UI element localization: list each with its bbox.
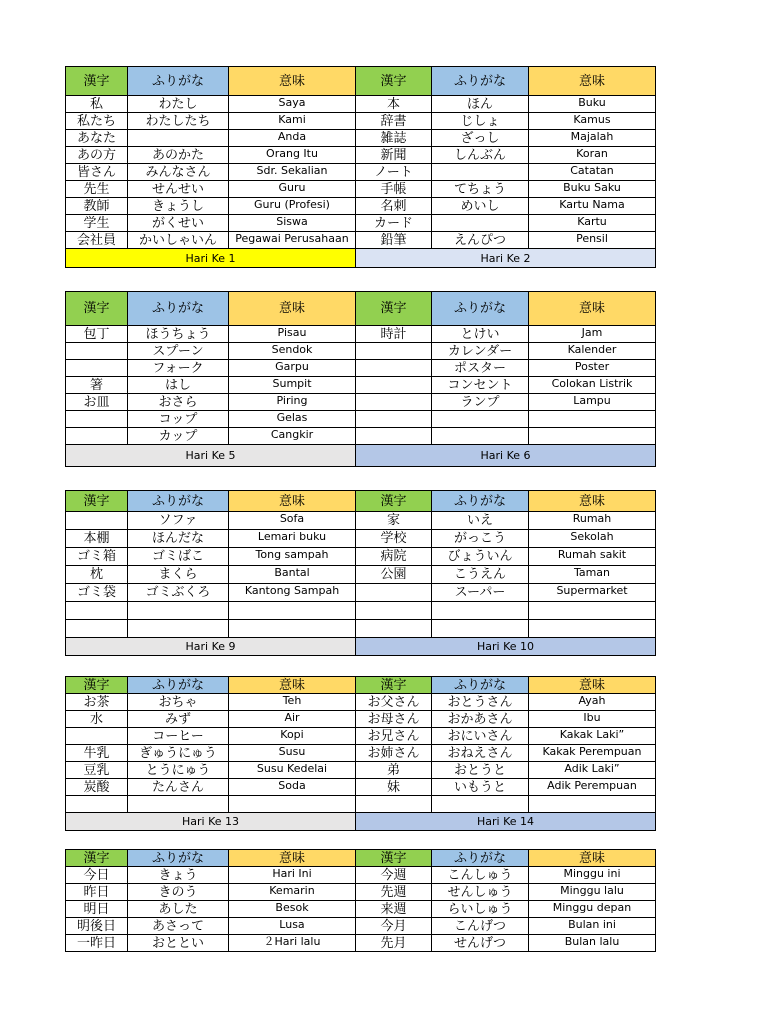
day-footer-row — [66, 249, 656, 268]
cell-furigana: コンセント — [432, 377, 529, 394]
cell-kanji — [356, 360, 432, 377]
cell-kanji: 雑誌 — [356, 130, 432, 147]
day-footer-row — [66, 445, 656, 467]
cell-meaning: Piring — [229, 394, 356, 411]
cell-furigana — [128, 602, 229, 620]
table-header-row — [66, 67, 656, 96]
cell-meaning: Jam — [529, 326, 656, 343]
cell-meaning: Kopi — [229, 728, 356, 745]
table-row — [66, 745, 656, 762]
table-row — [66, 198, 656, 215]
cell-kanji: 明後日 — [66, 918, 128, 935]
cell-kanji — [66, 343, 128, 360]
cell-kanji — [356, 394, 432, 411]
cell-meaning: Adik Perempuan — [529, 779, 656, 796]
cell-furigana: せんせい — [128, 181, 229, 198]
cell-furigana: しんぶん — [432, 147, 529, 164]
cell-furigana: こうえん — [432, 566, 529, 584]
table-row — [66, 512, 656, 530]
cell-furigana — [128, 796, 229, 813]
cell-meaning — [229, 796, 356, 813]
table-row — [66, 428, 656, 445]
cell-meaning: Orang Itu — [229, 147, 356, 164]
table-header-row — [66, 677, 656, 694]
cell-furigana: おととい — [128, 935, 229, 952]
cell-meaning: Guru (Profesi) — [229, 198, 356, 215]
cell-kanji: 弟 — [356, 762, 432, 779]
cell-meaning: Buku Saku — [529, 181, 656, 198]
cell-meaning: Lampu — [529, 394, 656, 411]
vocab-table-1 — [65, 66, 656, 268]
vocab-table-5 — [65, 849, 656, 952]
cell-meaning: Minggu lalu — [529, 884, 656, 901]
cell-furigana — [432, 428, 529, 445]
header-furigana: ふりがな — [128, 491, 229, 512]
cell-furigana: こんしゅう — [432, 867, 529, 884]
cell-meaning: Pensil — [529, 232, 656, 249]
header-furigana: ふりがな — [432, 850, 529, 867]
cell-meaning: Bantal — [229, 566, 356, 584]
header-meaning: 意味 — [529, 491, 656, 512]
cell-kanji: 名刺 — [356, 198, 432, 215]
cell-kanji: 私たち — [66, 113, 128, 130]
cell-kanji — [356, 343, 432, 360]
cell-kanji: 包丁 — [66, 326, 128, 343]
cell-kanji: カード — [356, 215, 432, 232]
cell-meaning: Pisau — [229, 326, 356, 343]
table-row — [66, 181, 656, 198]
cell-kanji: 箸 — [66, 377, 128, 394]
cell-meaning — [529, 411, 656, 428]
table-row — [66, 711, 656, 728]
day-label: Hari Ke 6 — [356, 445, 656, 467]
cell-meaning: Teh — [229, 694, 356, 711]
table-row — [66, 326, 656, 343]
header-meaning: 意味 — [529, 850, 656, 867]
header-kanji: 漢字 — [66, 677, 128, 694]
cell-kanji: 昨日 — [66, 884, 128, 901]
cell-meaning: Air — [229, 711, 356, 728]
cell-kanji — [356, 584, 432, 602]
cell-furigana: じしょ — [432, 113, 529, 130]
cell-furigana: カレンダー — [432, 343, 529, 360]
cell-meaning: Koran — [529, 147, 656, 164]
cell-furigana: がっこう — [432, 530, 529, 548]
cell-furigana — [432, 215, 529, 232]
cell-kanji: 今週 — [356, 867, 432, 884]
table-header-row — [66, 292, 656, 326]
cell-furigana: ゴミぶくろ — [128, 584, 229, 602]
table-row — [66, 620, 656, 638]
cell-furigana — [432, 164, 529, 181]
cell-furigana: スプーン — [128, 343, 229, 360]
cell-kanji — [356, 796, 432, 813]
cell-kanji: ノート — [356, 164, 432, 181]
header-furigana: ふりがな — [128, 850, 229, 867]
header-furigana: ふりがな — [432, 677, 529, 694]
cell-meaning: Kalender — [529, 343, 656, 360]
cell-kanji: お姉さん — [356, 745, 432, 762]
cell-meaning: Poster — [529, 360, 656, 377]
cell-kanji: 教師 — [66, 198, 128, 215]
cell-furigana: はし — [128, 377, 229, 394]
cell-meaning — [529, 620, 656, 638]
header-kanji: 漢字 — [356, 67, 432, 96]
cell-meaning: Minggu depan — [529, 901, 656, 918]
table-row — [66, 728, 656, 745]
cell-furigana: わたし — [128, 96, 229, 113]
cell-kanji — [356, 602, 432, 620]
cell-meaning: Cangkir — [229, 428, 356, 445]
table-row — [66, 360, 656, 377]
cell-furigana: コップ — [128, 411, 229, 428]
cell-furigana: ほうちょう — [128, 326, 229, 343]
cell-furigana: スーパー — [432, 584, 529, 602]
vocab-table-3 — [65, 490, 656, 656]
day-label: Hari Ke 14 — [356, 813, 656, 831]
day-label: Hari Ke 1 — [66, 249, 356, 268]
cell-furigana: あした — [128, 901, 229, 918]
cell-kanji: お父さん — [356, 694, 432, 711]
cell-meaning: Susu Kedelai — [229, 762, 356, 779]
table-row — [66, 779, 656, 796]
cell-furigana — [432, 620, 529, 638]
cell-meaning: Lusa — [229, 918, 356, 935]
header-kanji: 漢字 — [356, 850, 432, 867]
cell-furigana: ほんだな — [128, 530, 229, 548]
cell-furigana: フォーク — [128, 360, 229, 377]
cell-kanji: ゴミ袋 — [66, 584, 128, 602]
cell-kanji — [356, 411, 432, 428]
cell-meaning: Buku — [529, 96, 656, 113]
table-row — [66, 867, 656, 884]
cell-kanji — [66, 728, 128, 745]
day-label: Hari Ke 10 — [356, 638, 656, 656]
cell-meaning — [529, 796, 656, 813]
cell-meaning: Lemari buku — [229, 530, 356, 548]
header-kanji: 漢字 — [66, 850, 128, 867]
header-furigana: ふりがな — [128, 292, 229, 326]
table-row — [66, 96, 656, 113]
table-row — [66, 548, 656, 566]
header-meaning: 意味 — [229, 850, 356, 867]
table-row — [66, 884, 656, 901]
cell-meaning: Supermarket — [529, 584, 656, 602]
table-row — [66, 901, 656, 918]
cell-furigana: おにいさん — [432, 728, 529, 745]
cell-furigana: たんさん — [128, 779, 229, 796]
cell-kanji: あなた — [66, 130, 128, 147]
cell-furigana: おかあさん — [432, 711, 529, 728]
cell-kanji: 本棚 — [66, 530, 128, 548]
cell-furigana: きのう — [128, 884, 229, 901]
cell-kanji — [66, 360, 128, 377]
cell-meaning: Kakak Perempuan — [529, 745, 656, 762]
cell-kanji: 会社員 — [66, 232, 128, 249]
cell-meaning: Kamus — [529, 113, 656, 130]
cell-furigana: おねえさん — [432, 745, 529, 762]
cell-kanji: お兄さん — [356, 728, 432, 745]
cell-meaning: Sekolah — [529, 530, 656, 548]
cell-furigana: せんしゅう — [432, 884, 529, 901]
cell-furigana: あのかた — [128, 147, 229, 164]
table-row — [66, 377, 656, 394]
table-row — [66, 918, 656, 935]
table-row — [66, 232, 656, 249]
table-row — [66, 796, 656, 813]
cell-meaning: Bulan ini — [529, 918, 656, 935]
cell-meaning: Pegawai Perusahaan — [229, 232, 356, 249]
cell-furigana: らいしゅう — [432, 901, 529, 918]
table-row — [66, 602, 656, 620]
table-row — [66, 164, 656, 181]
cell-kanji: お皿 — [66, 394, 128, 411]
table-header-row — [66, 491, 656, 512]
cell-furigana: ぎゅうにゅう — [128, 745, 229, 762]
cell-furigana: おとうさん — [432, 694, 529, 711]
cell-kanji: 時計 — [356, 326, 432, 343]
cell-kanji: 一昨日 — [66, 935, 128, 952]
cell-kanji — [356, 620, 432, 638]
cell-meaning: Bulan lalu — [529, 935, 656, 952]
cell-meaning: Kami — [229, 113, 356, 130]
cell-furigana: みんなさん — [128, 164, 229, 181]
vocab-table-4 — [65, 676, 656, 831]
cell-meaning: Ayah — [529, 694, 656, 711]
cell-meaning: Anda — [229, 130, 356, 147]
cell-furigana: おとうと — [432, 762, 529, 779]
table-row — [66, 215, 656, 232]
header-furigana: ふりがな — [128, 67, 229, 96]
cell-kanji: 新聞 — [356, 147, 432, 164]
day-footer-row — [66, 638, 656, 656]
header-kanji: 漢字 — [356, 677, 432, 694]
cell-furigana: こんげつ — [432, 918, 529, 935]
table-row — [66, 411, 656, 428]
cell-kanji: 学校 — [356, 530, 432, 548]
cell-meaning: Adik Laki” — [529, 762, 656, 779]
cell-meaning: Kartu Nama — [529, 198, 656, 215]
cell-kanji — [66, 602, 128, 620]
cell-kanji: 鉛筆 — [356, 232, 432, 249]
cell-kanji: 炭酸 — [66, 779, 128, 796]
cell-furigana: ほん — [432, 96, 529, 113]
cell-kanji — [356, 428, 432, 445]
table-row — [66, 394, 656, 411]
cell-meaning: Kantong Sampah — [229, 584, 356, 602]
cell-kanji: あの方 — [66, 147, 128, 164]
cell-meaning: Colokan Listrik — [529, 377, 656, 394]
vocab-table-2 — [65, 291, 656, 467]
cell-kanji — [66, 796, 128, 813]
table-header-row — [66, 850, 656, 867]
cell-furigana: わたしたち — [128, 113, 229, 130]
cell-furigana: カップ — [128, 428, 229, 445]
table-row — [66, 935, 656, 952]
cell-kanji: 水 — [66, 711, 128, 728]
day-label: Hari Ke 9 — [66, 638, 356, 656]
cell-furigana — [432, 411, 529, 428]
cell-meaning: Rumah — [529, 512, 656, 530]
cell-kanji: 先月 — [356, 935, 432, 952]
cell-furigana: てちょう — [432, 181, 529, 198]
cell-kanji: 豆乳 — [66, 762, 128, 779]
cell-furigana: せんげつ — [432, 935, 529, 952]
cell-furigana — [128, 130, 229, 147]
cell-furigana — [432, 796, 529, 813]
cell-meaning: Majalah — [529, 130, 656, 147]
cell-meaning: Sumpit — [229, 377, 356, 394]
header-meaning: 意味 — [229, 677, 356, 694]
table-row — [66, 147, 656, 164]
header-meaning: 意味 — [529, 677, 656, 694]
cell-meaning: Kemarin — [229, 884, 356, 901]
header-kanji: 漢字 — [66, 292, 128, 326]
table-row — [66, 130, 656, 147]
cell-meaning: Guru — [229, 181, 356, 198]
header-meaning: 意味 — [229, 67, 356, 96]
cell-furigana: きょう — [128, 867, 229, 884]
cell-meaning — [229, 620, 356, 638]
day-footer-row — [66, 813, 656, 831]
cell-furigana: ランプ — [432, 394, 529, 411]
cell-meaning: Siswa — [229, 215, 356, 232]
cell-meaning — [229, 602, 356, 620]
header-kanji: 漢字 — [356, 491, 432, 512]
header-kanji: 漢字 — [356, 292, 432, 326]
cell-kanji: 今月 — [356, 918, 432, 935]
cell-kanji: お母さん — [356, 711, 432, 728]
cell-furigana: おさら — [128, 394, 229, 411]
cell-kanji: 病院 — [356, 548, 432, 566]
cell-furigana: おちゃ — [128, 694, 229, 711]
cell-meaning: Soda — [229, 779, 356, 796]
cell-furigana: いもうと — [432, 779, 529, 796]
header-furigana: ふりがな — [432, 292, 529, 326]
header-meaning: 意味 — [229, 292, 356, 326]
cell-furigana: いえ — [432, 512, 529, 530]
cell-kanji: 明日 — [66, 901, 128, 918]
cell-meaning: Sdr. Sekalian — [229, 164, 356, 181]
cell-meaning: ２Hari lalu — [229, 935, 356, 952]
cell-furigana: きょうし — [128, 198, 229, 215]
cell-furigana — [128, 620, 229, 638]
cell-meaning: Catatan — [529, 164, 656, 181]
header-furigana: ふりがな — [432, 67, 529, 96]
cell-furigana — [432, 602, 529, 620]
cell-furigana: めいし — [432, 198, 529, 215]
cell-kanji: 先週 — [356, 884, 432, 901]
table-row — [66, 566, 656, 584]
cell-meaning: Tong sampah — [229, 548, 356, 566]
cell-furigana: あさって — [128, 918, 229, 935]
cell-kanji: 手帳 — [356, 181, 432, 198]
cell-kanji: 来週 — [356, 901, 432, 918]
cell-kanji: 枕 — [66, 566, 128, 584]
cell-meaning: Ibu — [529, 711, 656, 728]
cell-kanji: 本 — [356, 96, 432, 113]
cell-meaning: Sofa — [229, 512, 356, 530]
cell-furigana: みず — [128, 711, 229, 728]
cell-kanji — [66, 512, 128, 530]
cell-furigana: ソファ — [128, 512, 229, 530]
cell-furigana: ざっし — [432, 130, 529, 147]
header-meaning: 意味 — [229, 491, 356, 512]
cell-kanji: 妹 — [356, 779, 432, 796]
cell-meaning: Saya — [229, 96, 356, 113]
header-meaning: 意味 — [529, 67, 656, 96]
cell-kanji: 今日 — [66, 867, 128, 884]
cell-meaning — [529, 602, 656, 620]
cell-kanji: 辞書 — [356, 113, 432, 130]
cell-meaning: Kartu — [529, 215, 656, 232]
cell-furigana: とけい — [432, 326, 529, 343]
cell-kanji: 皆さん — [66, 164, 128, 181]
cell-kanji: 家 — [356, 512, 432, 530]
header-kanji: 漢字 — [66, 491, 128, 512]
cell-meaning: Hari Ini — [229, 867, 356, 884]
cell-furigana: ポスター — [432, 360, 529, 377]
cell-meaning: Rumah sakit — [529, 548, 656, 566]
table-row — [66, 113, 656, 130]
table-row — [66, 530, 656, 548]
cell-meaning — [529, 428, 656, 445]
cell-kanji — [66, 428, 128, 445]
cell-meaning: Sendok — [229, 343, 356, 360]
cell-furigana: まくら — [128, 566, 229, 584]
cell-kanji: 先生 — [66, 181, 128, 198]
header-furigana: ふりがな — [128, 677, 229, 694]
day-label: Hari Ke 13 — [66, 813, 356, 831]
cell-meaning: Garpu — [229, 360, 356, 377]
cell-furigana: がくせい — [128, 215, 229, 232]
day-label: Hari Ke 5 — [66, 445, 356, 467]
cell-furigana: かいしゃいん — [128, 232, 229, 249]
cell-meaning: Gelas — [229, 411, 356, 428]
day-label: Hari Ke 2 — [356, 249, 656, 268]
table-row — [66, 343, 656, 360]
cell-kanji — [356, 377, 432, 394]
cell-kanji: 公園 — [356, 566, 432, 584]
cell-meaning: Besok — [229, 901, 356, 918]
header-furigana: ふりがな — [432, 491, 529, 512]
cell-furigana: えんぴつ — [432, 232, 529, 249]
header-meaning: 意味 — [529, 292, 656, 326]
cell-kanji: 学生 — [66, 215, 128, 232]
cell-furigana: コーヒー — [128, 728, 229, 745]
cell-kanji — [66, 411, 128, 428]
cell-kanji: ゴミ箱 — [66, 548, 128, 566]
cell-furigana: びょういん — [432, 548, 529, 566]
cell-meaning: Kakak Laki” — [529, 728, 656, 745]
table-row — [66, 584, 656, 602]
cell-kanji: 私 — [66, 96, 128, 113]
table-row — [66, 694, 656, 711]
cell-meaning: Minggu ini — [529, 867, 656, 884]
cell-furigana: ゴミばこ — [128, 548, 229, 566]
cell-kanji: 牛乳 — [66, 745, 128, 762]
cell-meaning: Susu — [229, 745, 356, 762]
cell-kanji: お茶 — [66, 694, 128, 711]
cell-furigana: とうにゅう — [128, 762, 229, 779]
table-row — [66, 762, 656, 779]
cell-meaning: Taman — [529, 566, 656, 584]
cell-kanji — [66, 620, 128, 638]
header-kanji: 漢字 — [66, 67, 128, 96]
